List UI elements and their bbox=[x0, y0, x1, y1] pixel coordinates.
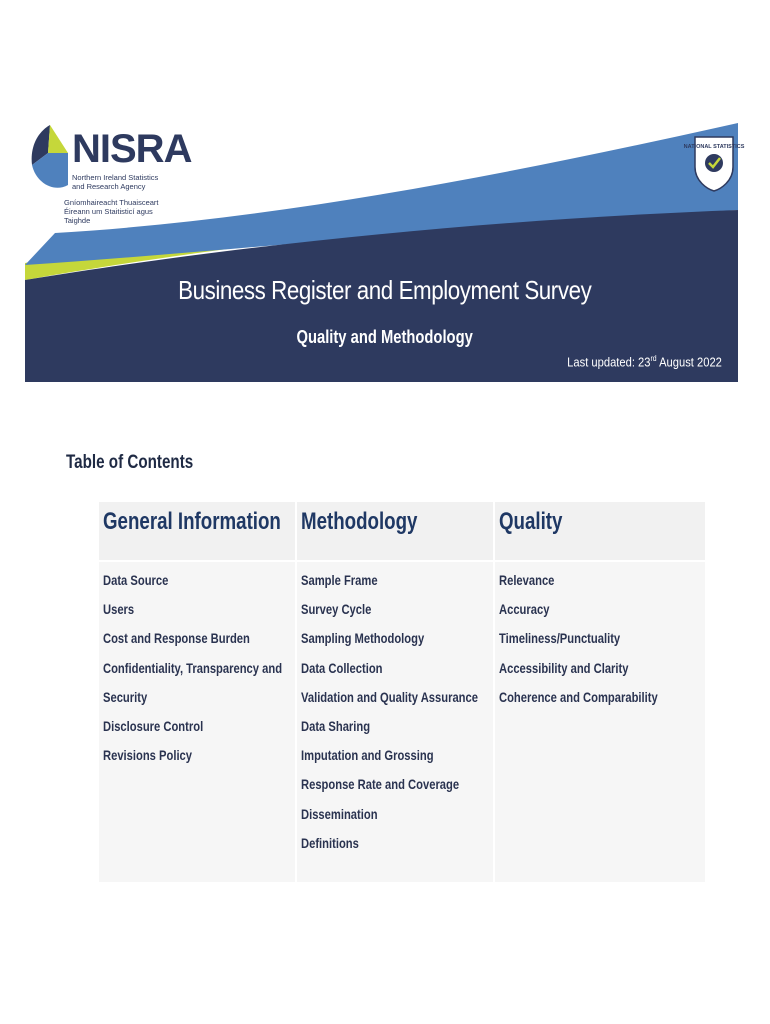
logo-irish: Gníomhaireacht Thuaisceart Éireann um Staitisticí agus Taighde bbox=[64, 198, 159, 225]
last-updated: Last updated: 23rd August 2022 bbox=[567, 354, 722, 370]
badge-text: NATIONAL STATISTICS bbox=[683, 144, 745, 150]
toc-item-revisions[interactable]: Revisions Policy bbox=[103, 747, 193, 764]
page-title: Business Register and Employment Survey bbox=[178, 275, 592, 305]
toc-column-heading: Quality bbox=[495, 502, 705, 562]
toc-column-heading: General Information bbox=[99, 502, 295, 562]
toc-item-cost-burden[interactable]: Cost and Response Burden bbox=[103, 630, 250, 647]
toc-item-timeliness[interactable]: Timeliness/Punctuality bbox=[499, 630, 621, 647]
toc-item-sampling[interactable]: Sampling Methodology bbox=[301, 630, 425, 647]
logo-agency: Northern Ireland Statistics and Research Agency bbox=[72, 173, 159, 191]
toc-item-security[interactable]: Security bbox=[103, 688, 148, 705]
toc-item-imputation[interactable]: Imputation and Grossing bbox=[301, 747, 434, 764]
toc-item-coherence[interactable]: Coherence and Comparability bbox=[499, 688, 658, 705]
toc-item-relevance[interactable]: Relevance bbox=[499, 572, 555, 588]
page-subtitle: Quality and Methodology bbox=[296, 327, 473, 347]
toc-item-survey-cycle[interactable]: Survey Cycle bbox=[301, 601, 372, 618]
toc-column-methodology bbox=[295, 502, 493, 882]
toc-item-response-rate[interactable]: Response Rate and Coverage bbox=[301, 776, 460, 793]
toc-item-disclosure[interactable]: Disclosure Control bbox=[103, 717, 204, 734]
toc-item-data-source[interactable]: Data Source bbox=[103, 572, 169, 588]
toc-column-heading: Methodology bbox=[297, 502, 493, 562]
toc-item-data-collection[interactable]: Data Collection bbox=[301, 659, 383, 676]
toc-column-quality bbox=[493, 502, 705, 882]
toc-column-general bbox=[99, 502, 295, 882]
logo-name: NISRA bbox=[72, 127, 192, 171]
toc-table bbox=[99, 502, 705, 882]
toc-item-accessibility[interactable]: Accessibility and Clarity bbox=[499, 659, 629, 676]
toc-item-confidentiality[interactable]: Confidentiality, Transparency and bbox=[103, 659, 283, 676]
nisra-logo bbox=[28, 123, 192, 225]
toc-item-validation[interactable]: Validation and Quality Assurance bbox=[301, 688, 478, 705]
toc-title: Table of Contents bbox=[66, 452, 194, 473]
toc-item-data-sharing[interactable]: Data Sharing bbox=[301, 717, 371, 734]
national-statistics-badge bbox=[683, 133, 745, 193]
toc-item-definitions[interactable]: Definitions bbox=[301, 834, 359, 851]
toc-item-sample-frame[interactable]: Sample Frame bbox=[301, 572, 378, 588]
toc-item-accuracy[interactable]: Accuracy bbox=[499, 601, 550, 618]
toc-item-users[interactable]: Users bbox=[103, 601, 135, 618]
toc-item-dissemination[interactable]: Dissemination bbox=[301, 805, 378, 822]
